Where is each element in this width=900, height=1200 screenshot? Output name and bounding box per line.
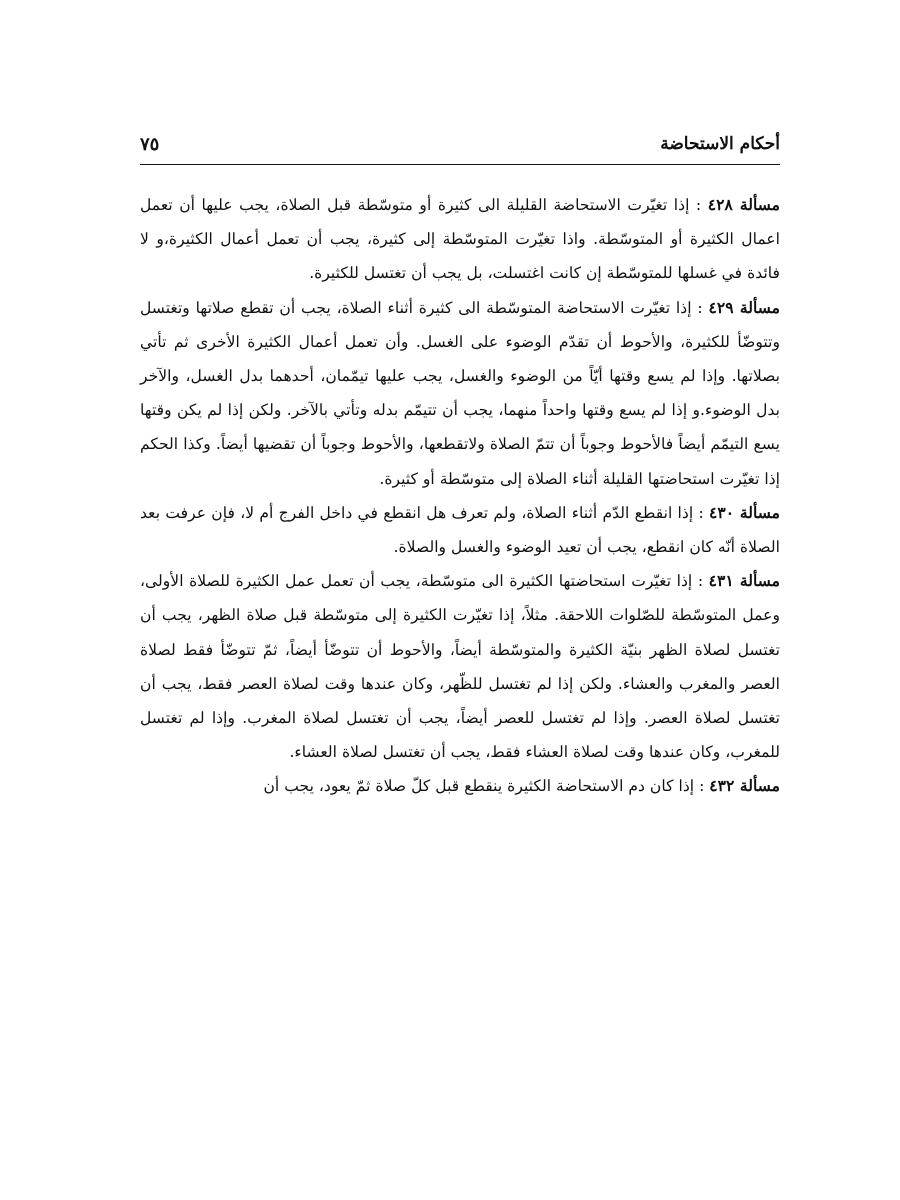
issue-text: إذا انقطع الدّم أثناء الصلاة، ولم تعرف هل انقطع في داخل الفرج أم لا، فإن عرفت بعد الصلاة أنّه كان انقطع، يجب أن تعيد الوضوء والغسل والصلاة. (140, 503, 780, 557)
issue-paragraph (140, 769, 780, 803)
issue-number: مسألة ٤٣١ (708, 571, 780, 591)
issue-number: مسألة ٤٣٠ (708, 502, 780, 522)
issue-number: مسألة ٤٢٨ (707, 195, 781, 214)
issue-text: إذا تغيّرت الاستحاضة القليلة الى كثيرة أو متوسّطة قبل الصلاة، يجب عليها أن تعمل اعمال الكثيرة أو المتوسّطة. واذا تغيّرت المتوسّطة إلى كثيرة، يجب أن تعمل أعمال الكثيرة،و لا فائدة في غسلها للمتوسّطة إن كانت اغتسلت، بل يجب أن تغتسل للكثيرة. (140, 196, 780, 283)
issue-paragraph (140, 564, 780, 769)
issue-separator: : (692, 572, 709, 591)
issue-paragraph (140, 496, 780, 564)
issue-separator: : (693, 503, 709, 522)
issue-separator: : (689, 196, 708, 214)
issue-text: إذا تغيّرت الاستحاضة المتوسّطة الى كثيرة أثناء الصلاة، يجب أن تقطع صلاتها وتغتسل وتتوضّأ للكثيرة، والأحوط أن تقدّم الوضوء على الغسل. وأن تعمل أعمال الكثيرة الأخرى ثم تأتي بصلاتها. وإذا لم يسع وقتها أيّاً من الوضوء والغسل، يجب عليها تيمّمان، أحدهما بدل الغسل، والآخر بدل الوضوء.و إذا لم يسع وقتها واحداً منهما، يجب أن تتيمّم بدله وتأتي بالآخر. ولكن إذا لم يكن وقتها يسع التيمّم أيضاً فالأحوط وجوباً أن تتمّ الصلاة ولاتقطعها، والأحوط وجوباً أن تقضيها أيضاً. وكذا الحكم إذا تغيّرت استحاضتها القليلة أثناء الصلاة إلى متوسّطة أو كثيرة. (140, 298, 780, 488)
issue-number: مسألة ٤٢٩ (708, 297, 780, 317)
issue-number: مسألة ٤٣٢ (709, 776, 780, 796)
issue-text: إذا كان دم الاستحاضة الكثيرة ينقطع قبل كلّ صلاة ثمّ يعود، يجب أن (263, 777, 695, 796)
page-body (140, 188, 780, 804)
header-divider (140, 164, 780, 165)
chapter-title: أحكام الاستحاضة (660, 134, 780, 154)
issue-text: إذا تغيّرت استحاضتها الكثيرة الى متوسّطة، يجب أن تعمل عمل الكثيرة للصلاة الأولى، وعمل المتوسّطة للصّلوات اللاحقة. مثلاً، إذا تغيّرت الكثيرة إلى متوسّطة قبل صلاة الظهر، يجب أن تغتسل لصلاة الظهر بنيّة الكثيرة والمتوسّطة أيضاً، والأحوط أن تتوضّأ أيضاً، ثمّ تتوضّأ فقط لصلاة العصر والمغرب والعشاء. ولكن إذا لم تغتسل للظّهر، وكان عندها وقت لصلاة العصر فقط، يجب أن تغتسل لصلاة العصر. وإذا لم تغتسل للعصر أيضاً، يجب أن تغتسل لصلاة المغرب. وإذا لم تغتسل للمغرب، وكان عندها وقت لصلاة العشاء فقط، يجب أن تغتسل لصلاة العشاء. (140, 572, 780, 762)
issue-paragraph (140, 188, 780, 291)
page-number: ٧٥ (140, 134, 160, 155)
issue-paragraph (140, 291, 780, 496)
running-header (140, 128, 780, 162)
issue-separator: : (694, 777, 710, 796)
issue-separator: : (691, 298, 709, 317)
